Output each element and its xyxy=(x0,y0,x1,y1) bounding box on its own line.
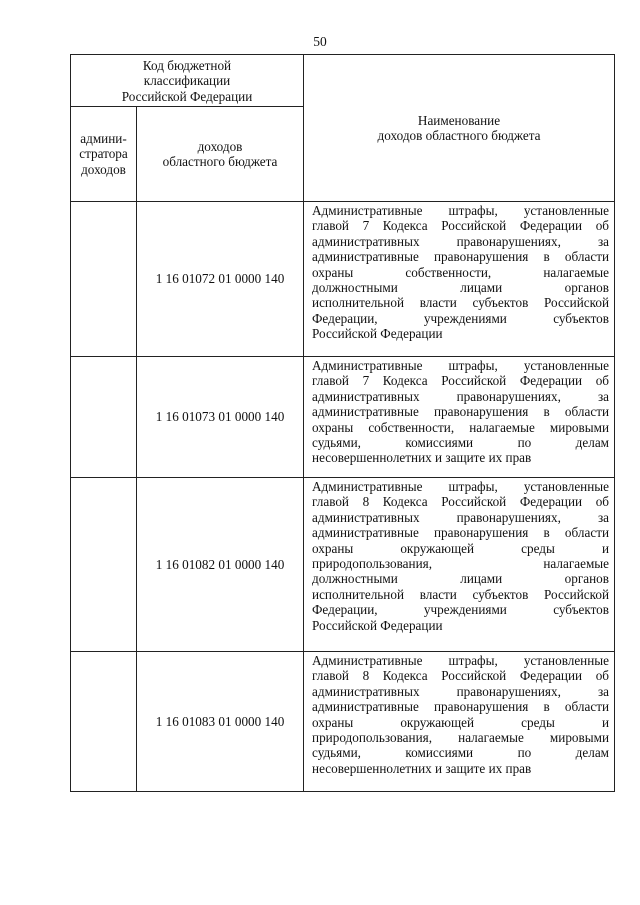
income-name-line: Федерации, учреждениями субъектов xyxy=(312,310,610,326)
header-text-line: Российской Федерации xyxy=(121,88,253,104)
income-name-line: должностными лицами органов xyxy=(312,280,610,296)
header-text-line: классификации xyxy=(143,73,231,89)
income-code-cell: 1 16 01072 01 0000 140 xyxy=(137,202,304,357)
administrator-code-cell xyxy=(71,652,137,792)
income-name-line: административных правонарушениях, за xyxy=(312,233,610,249)
income-name-line: главой 8 Кодекса Российской Федерации об xyxy=(312,494,610,510)
income-name-line: Административные штрафы, установленные xyxy=(312,203,610,218)
income-name-cell xyxy=(304,478,615,652)
header-text-line: доходов xyxy=(81,161,126,177)
income-name-line: административные правонарушения в области xyxy=(312,699,610,715)
income-name-line: природопользования, налагаемые xyxy=(312,556,610,572)
income-name-line: главой 8 Кодекса Российской Федерации об xyxy=(312,668,610,684)
table-row xyxy=(71,202,615,357)
budget-classification-table xyxy=(70,54,615,792)
administrator-code-cell xyxy=(71,202,137,357)
table-header-row xyxy=(71,55,615,107)
income-name-line: административные правонарушения в области xyxy=(312,249,610,265)
header-text-line: админи- xyxy=(80,130,127,146)
header-text-line: областного бюджета xyxy=(162,154,278,169)
table-row xyxy=(71,357,615,478)
income-name-cell xyxy=(304,652,615,792)
page-number: 50 xyxy=(313,34,327,49)
header-text-line: Наименование xyxy=(417,112,501,128)
header-budget-classification-code xyxy=(71,55,304,107)
header-income-name xyxy=(304,55,615,202)
income-name-cell xyxy=(304,357,615,478)
table-row xyxy=(71,652,615,792)
income-name-line: исполнительной власти субъектов Российской xyxy=(312,295,610,311)
income-name-line: природопользования, налагаемые мировыми xyxy=(312,730,610,746)
income-code-cell: 1 16 01083 01 0000 140 xyxy=(137,652,304,792)
income-name-line: административных правонарушениях, за xyxy=(312,388,610,404)
income-name-line: исполнительной власти субъектов Российской xyxy=(312,586,610,602)
administrator-code-cell xyxy=(71,357,137,478)
income-name-line: охраны окружающей среды и xyxy=(312,540,610,556)
header-text-line: доходов областного бюджета xyxy=(377,128,541,143)
income-name-line: Российской Федерации xyxy=(312,326,443,342)
header-regional-income xyxy=(137,107,304,202)
header-administrator xyxy=(71,107,137,202)
income-name-line: Административные штрафы, установленные xyxy=(312,479,610,494)
income-code-cell: 1 16 01082 01 0000 140 xyxy=(137,478,304,652)
administrator-code-cell xyxy=(71,478,137,652)
income-name-line: административных правонарушениях, за xyxy=(312,683,610,699)
income-name-line: Административные штрафы, установленные xyxy=(312,653,610,668)
income-code-cell: 1 16 01073 01 0000 140 xyxy=(137,357,304,478)
income-name-line: охраны собственности, налагаемые xyxy=(312,264,610,280)
income-name-line: Российской Федерации xyxy=(312,617,443,633)
income-name-line: Федерации, учреждениями субъектов xyxy=(312,602,610,618)
income-name-cell xyxy=(304,202,615,357)
header-text-line: стратора xyxy=(79,146,128,162)
income-name-line: главой 7 Кодекса Российской Федерации об xyxy=(312,373,610,389)
income-name-line: административные правонарушения в области xyxy=(312,404,610,420)
income-name-line: судьями, комиссиями по делам xyxy=(312,435,610,451)
table-row xyxy=(71,478,615,652)
income-name-line: административных правонарушениях, за xyxy=(312,509,610,525)
header-text-line: доходов xyxy=(197,138,243,154)
income-name-line: охраны окружающей среды и xyxy=(312,714,610,730)
income-name-line: судьями, комиссиями по делам xyxy=(312,745,610,761)
income-name-line: несовершеннолетних и защите их прав xyxy=(312,450,532,466)
header-text-line: Код бюджетной xyxy=(142,57,232,73)
income-name-line: должностными лицами органов xyxy=(312,571,610,587)
income-name-line: Административные штрафы, установленные xyxy=(312,358,610,373)
income-name-line: административные правонарушения в области xyxy=(312,525,610,541)
income-name-line: охраны собственности, налагаемые мировыми xyxy=(312,419,610,435)
income-name-line: главой 7 Кодекса Российской Федерации об xyxy=(312,218,610,234)
income-name-line: несовершеннолетних и защите их прав xyxy=(312,760,532,776)
